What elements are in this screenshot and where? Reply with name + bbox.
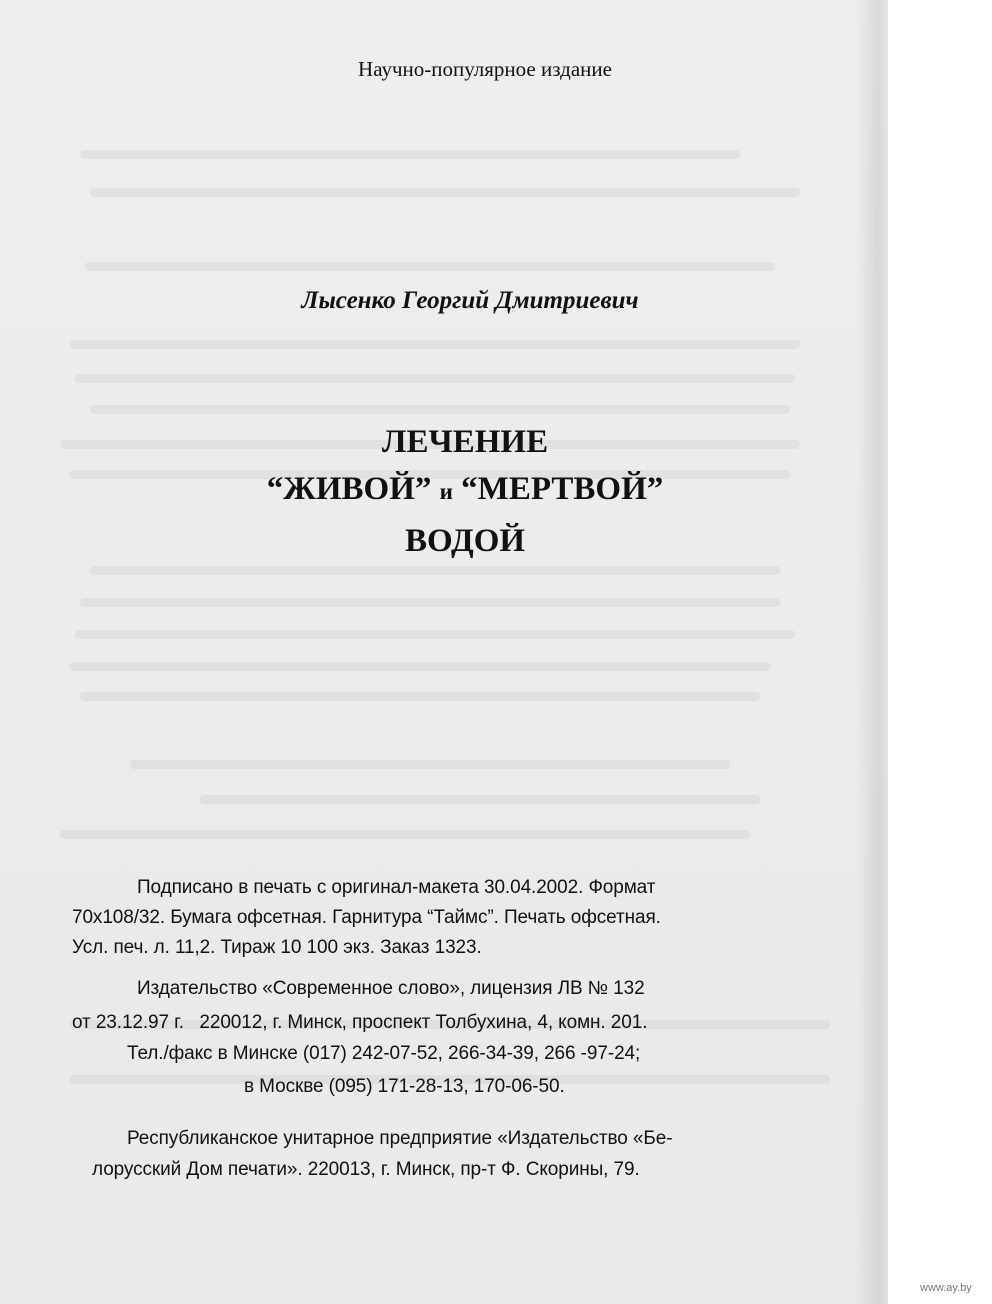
title-line-1: ЛЕЧЕНИЕ <box>381 424 549 460</box>
page-edge-shadow <box>856 0 888 1304</box>
printer-line-1: Республиканское унитарное предприятие «Издательство «Бе- <box>127 1128 673 1149</box>
publisher-line-2: от 23.12.97 г. 220012, г. Минск, проспект Толбухина, 4, комн. 201. <box>72 1012 648 1033</box>
imprint-print-run-line: Усл. печ. л. 11,2. Тираж 10 100 экз. Заказ 1323. <box>72 937 482 958</box>
imprint-signed-line: Подписано в печать с оригинал-макета 30.04.2002. Формат <box>137 877 656 898</box>
site-watermark: www.ay.by <box>920 1282 972 1294</box>
title-line-2 <box>0 471 888 508</box>
title-line-3: ВОДОЙ <box>404 523 526 559</box>
publisher-line-3: Тел./факс в Минске (017) 242-07-52, 266-34-39, 266 -97-24; <box>127 1043 641 1064</box>
publisher-line-4: в Москве (095) 171-28-13, 170-06-50. <box>244 1076 565 1097</box>
publisher-line-1: Издательство «Современное слово», лицензия ЛВ № 132 <box>137 978 645 999</box>
title-dead: “МЕРТВОЙ” <box>461 471 664 507</box>
title-conjunction: и <box>439 479 453 504</box>
edition-type: Научно-популярное издание <box>358 57 612 81</box>
printer-line-2: лорусский Дом печати». 220013, г. Минск, пр-т Ф. Скорины, 79. <box>92 1159 640 1180</box>
title-living: “ЖИВОЙ” <box>266 471 432 507</box>
imprint-format-line: 70x108/32. Бумага офсетная. Гарнитура “Таймс”. Печать офсетная. <box>72 907 661 928</box>
author-name: Лысенко Георгий Дмитриевич <box>301 287 639 314</box>
